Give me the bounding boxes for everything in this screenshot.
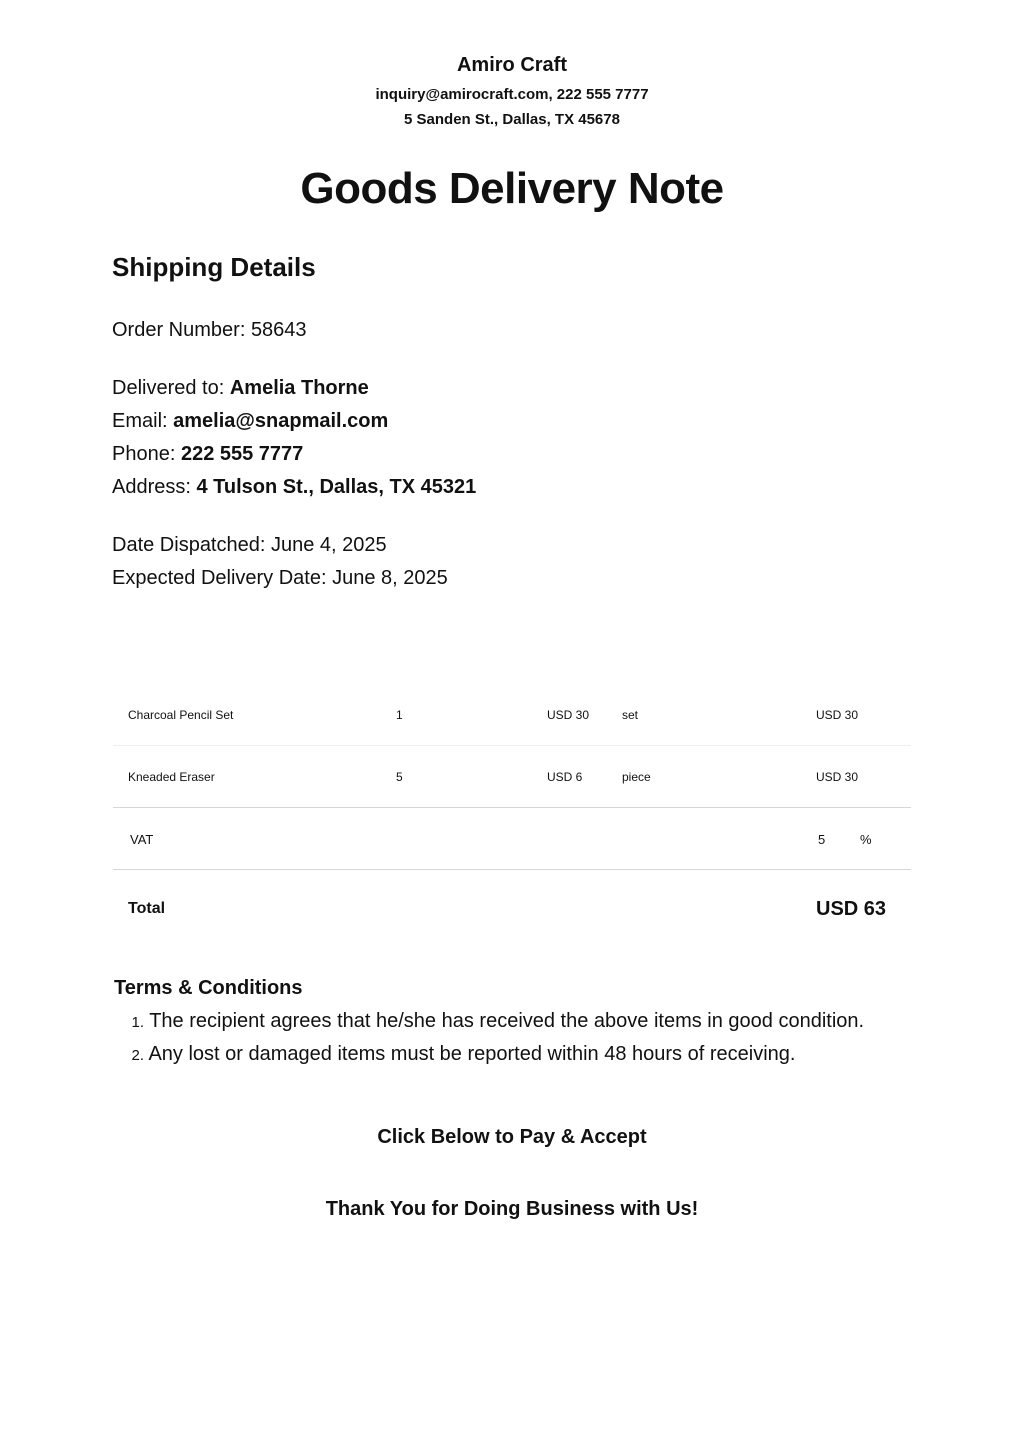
phone-value: 222 555 7777: [180, 443, 304, 465]
item-unit-price: USD 6: [547, 770, 583, 784]
delivered-to-line: [112, 377, 369, 400]
terms-item-number: 1.: [131, 1014, 144, 1031]
item-quantity: 1: [396, 708, 403, 722]
email-label: Email:: [112, 410, 174, 432]
expected-delivery-value: June 8, 2025: [332, 567, 448, 589]
company-contact: inquiry@amirocraft.com, 222 555 7777: [375, 86, 649, 103]
phone-label: Phone:: [112, 443, 181, 465]
phone-line: [112, 443, 303, 466]
total-label: Total: [128, 900, 166, 917]
table-row: [113, 746, 911, 808]
table-row: [113, 684, 911, 746]
pay-accept-prompt: Click Below to Pay & Accept: [377, 1126, 647, 1148]
list-item: [114, 1043, 864, 1076]
company-address: 5 Sanden St., Dallas, TX 45678: [404, 111, 620, 128]
item-unit-price: USD 30: [547, 708, 590, 722]
date-dispatched-label: Date Dispatched:: [112, 534, 271, 556]
vat-percent-sign: %: [860, 832, 872, 847]
total-value: USD 63: [816, 898, 887, 920]
item-quantity: 5: [396, 770, 403, 784]
thank-you-message: Thank You for Doing Business with Us!: [325, 1198, 699, 1220]
item-amount: USD 30: [816, 708, 859, 722]
terms-item-number: 2.: [131, 1047, 144, 1064]
terms-item-text: The recipient agrees that he/she has received the above items in good condition.: [149, 1010, 865, 1032]
email-value: amelia@snapmail.com: [173, 410, 389, 432]
items-table: [113, 684, 911, 950]
email-line: [112, 410, 388, 433]
total-row: [113, 870, 911, 950]
terms-heading: Terms & Conditions: [114, 977, 303, 999]
vat-label: VAT: [130, 832, 154, 847]
address-value: 4 Tulson St., Dallas, TX 45321: [196, 476, 477, 498]
document-title: Goods Delivery Note: [300, 164, 724, 213]
terms-list: [114, 1010, 864, 1076]
date-dispatched-value: June 4, 2025: [270, 534, 387, 556]
item-unit: set: [622, 708, 639, 722]
vat-value: 5: [818, 832, 826, 847]
delivered-to-value: Amelia Thorne: [229, 377, 369, 399]
order-number-line: [112, 319, 307, 342]
item-unit: piece: [622, 770, 651, 784]
expected-delivery-label: Expected Delivery Date:: [112, 567, 333, 589]
order-number-label: Order Number:: [112, 319, 251, 341]
address-line: [112, 476, 476, 499]
expected-delivery-line: [112, 567, 448, 590]
company-name: Amiro Craft: [456, 54, 567, 76]
shipping-details-heading: Shipping Details: [112, 252, 316, 282]
date-dispatched-line: [112, 534, 387, 557]
delivered-to-label: Delivered to:: [112, 377, 230, 399]
vat-row: [113, 808, 911, 870]
terms-item-text: Any lost or damaged items must be reported within 48 hours of receiving.: [148, 1043, 796, 1065]
order-number-value: 58643: [250, 319, 307, 341]
item-name: Charcoal Pencil Set: [128, 708, 234, 722]
item-name: Kneaded Eraser: [128, 770, 215, 784]
address-label: Address:: [112, 476, 197, 498]
list-item: [114, 1010, 864, 1043]
item-amount: USD 30: [816, 770, 859, 784]
